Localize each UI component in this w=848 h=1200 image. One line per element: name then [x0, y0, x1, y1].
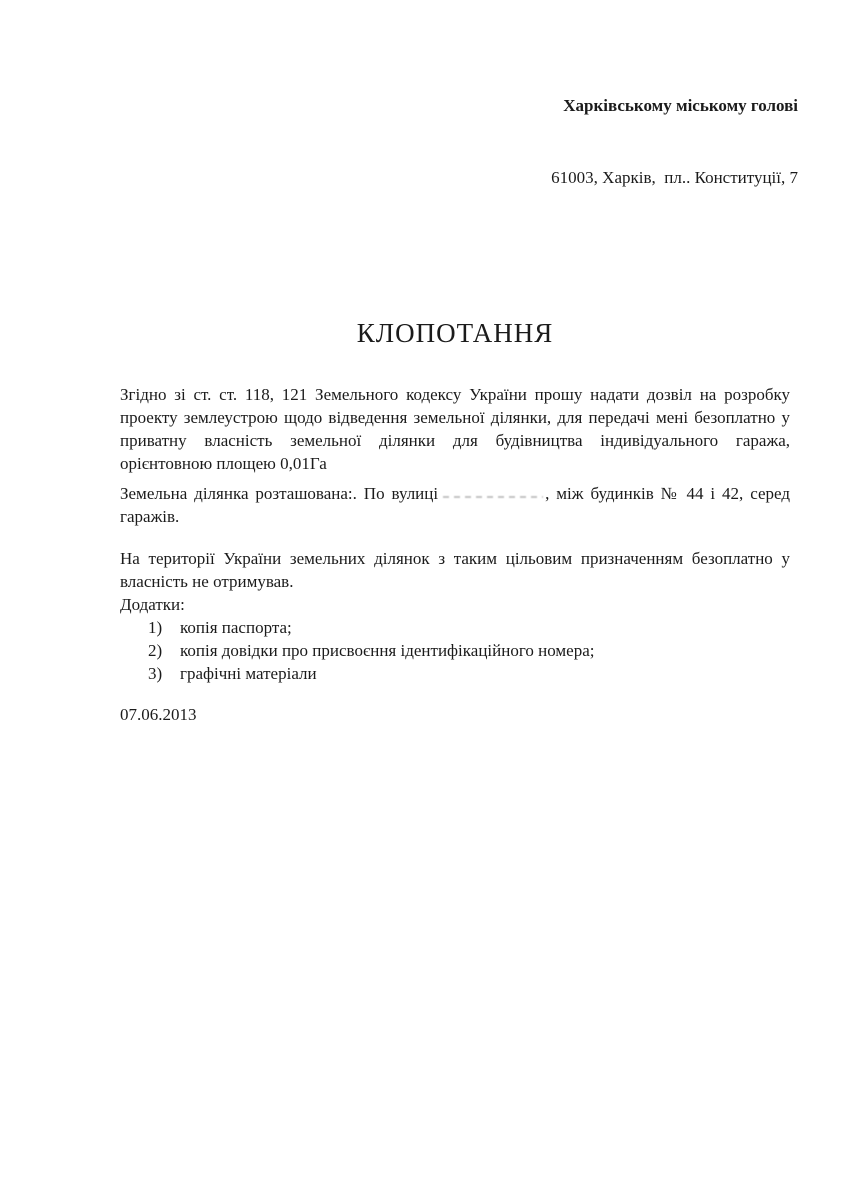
- attachments-label: Додатки:: [120, 595, 185, 614]
- document-title: КЛОПОТАННЯ: [356, 318, 554, 348]
- attachment-text: графічні матеріали: [180, 664, 317, 683]
- attachment-item: [120, 639, 790, 662]
- document-body: [120, 383, 790, 726]
- attachments-list: [120, 616, 790, 685]
- attachment-number: 1): [148, 618, 163, 637]
- location-text-before: Земельна ділянка розташована:. По вулиці: [120, 484, 439, 503]
- attachment-text: копія довідки про присвоєння ідентифікаційного номера;: [180, 641, 595, 660]
- redacted-street-name: [443, 487, 543, 499]
- location-text-after: , між будинків № 44 і 42, серед гаражів.: [120, 484, 790, 526]
- attachment-number: 3): [148, 664, 163, 683]
- document-date: 07.06.2013: [120, 705, 197, 724]
- paragraph-legal-basis: Згідно зі ст. ст. 118, 121 Земельного кодексу України прошу надати дозвіл на розробку проекту землеустрою щодо відведення земельної ділянки, для передачі мені безоплатно у приватну власність земельної ділянки для будівництва індивідуального гаража, орієнтовною площею 0,01Га: [120, 385, 790, 473]
- attachment-item: [120, 616, 790, 639]
- attachment-item: [120, 662, 790, 685]
- attachment-text: копія паспорта;: [180, 618, 292, 637]
- paragraph-ownership-statement: На території України земельних ділянок з таким цільовим призначенням безоплатно у власність не отримував.: [120, 549, 790, 591]
- paragraph-location: [120, 482, 790, 528]
- header-recipient: Харківському міському голові: [563, 96, 798, 115]
- attachment-number: 2): [148, 641, 163, 660]
- header-address: 61003, Харків, пл.. Конституції, 7: [551, 168, 798, 187]
- letter-header: [551, 46, 798, 238]
